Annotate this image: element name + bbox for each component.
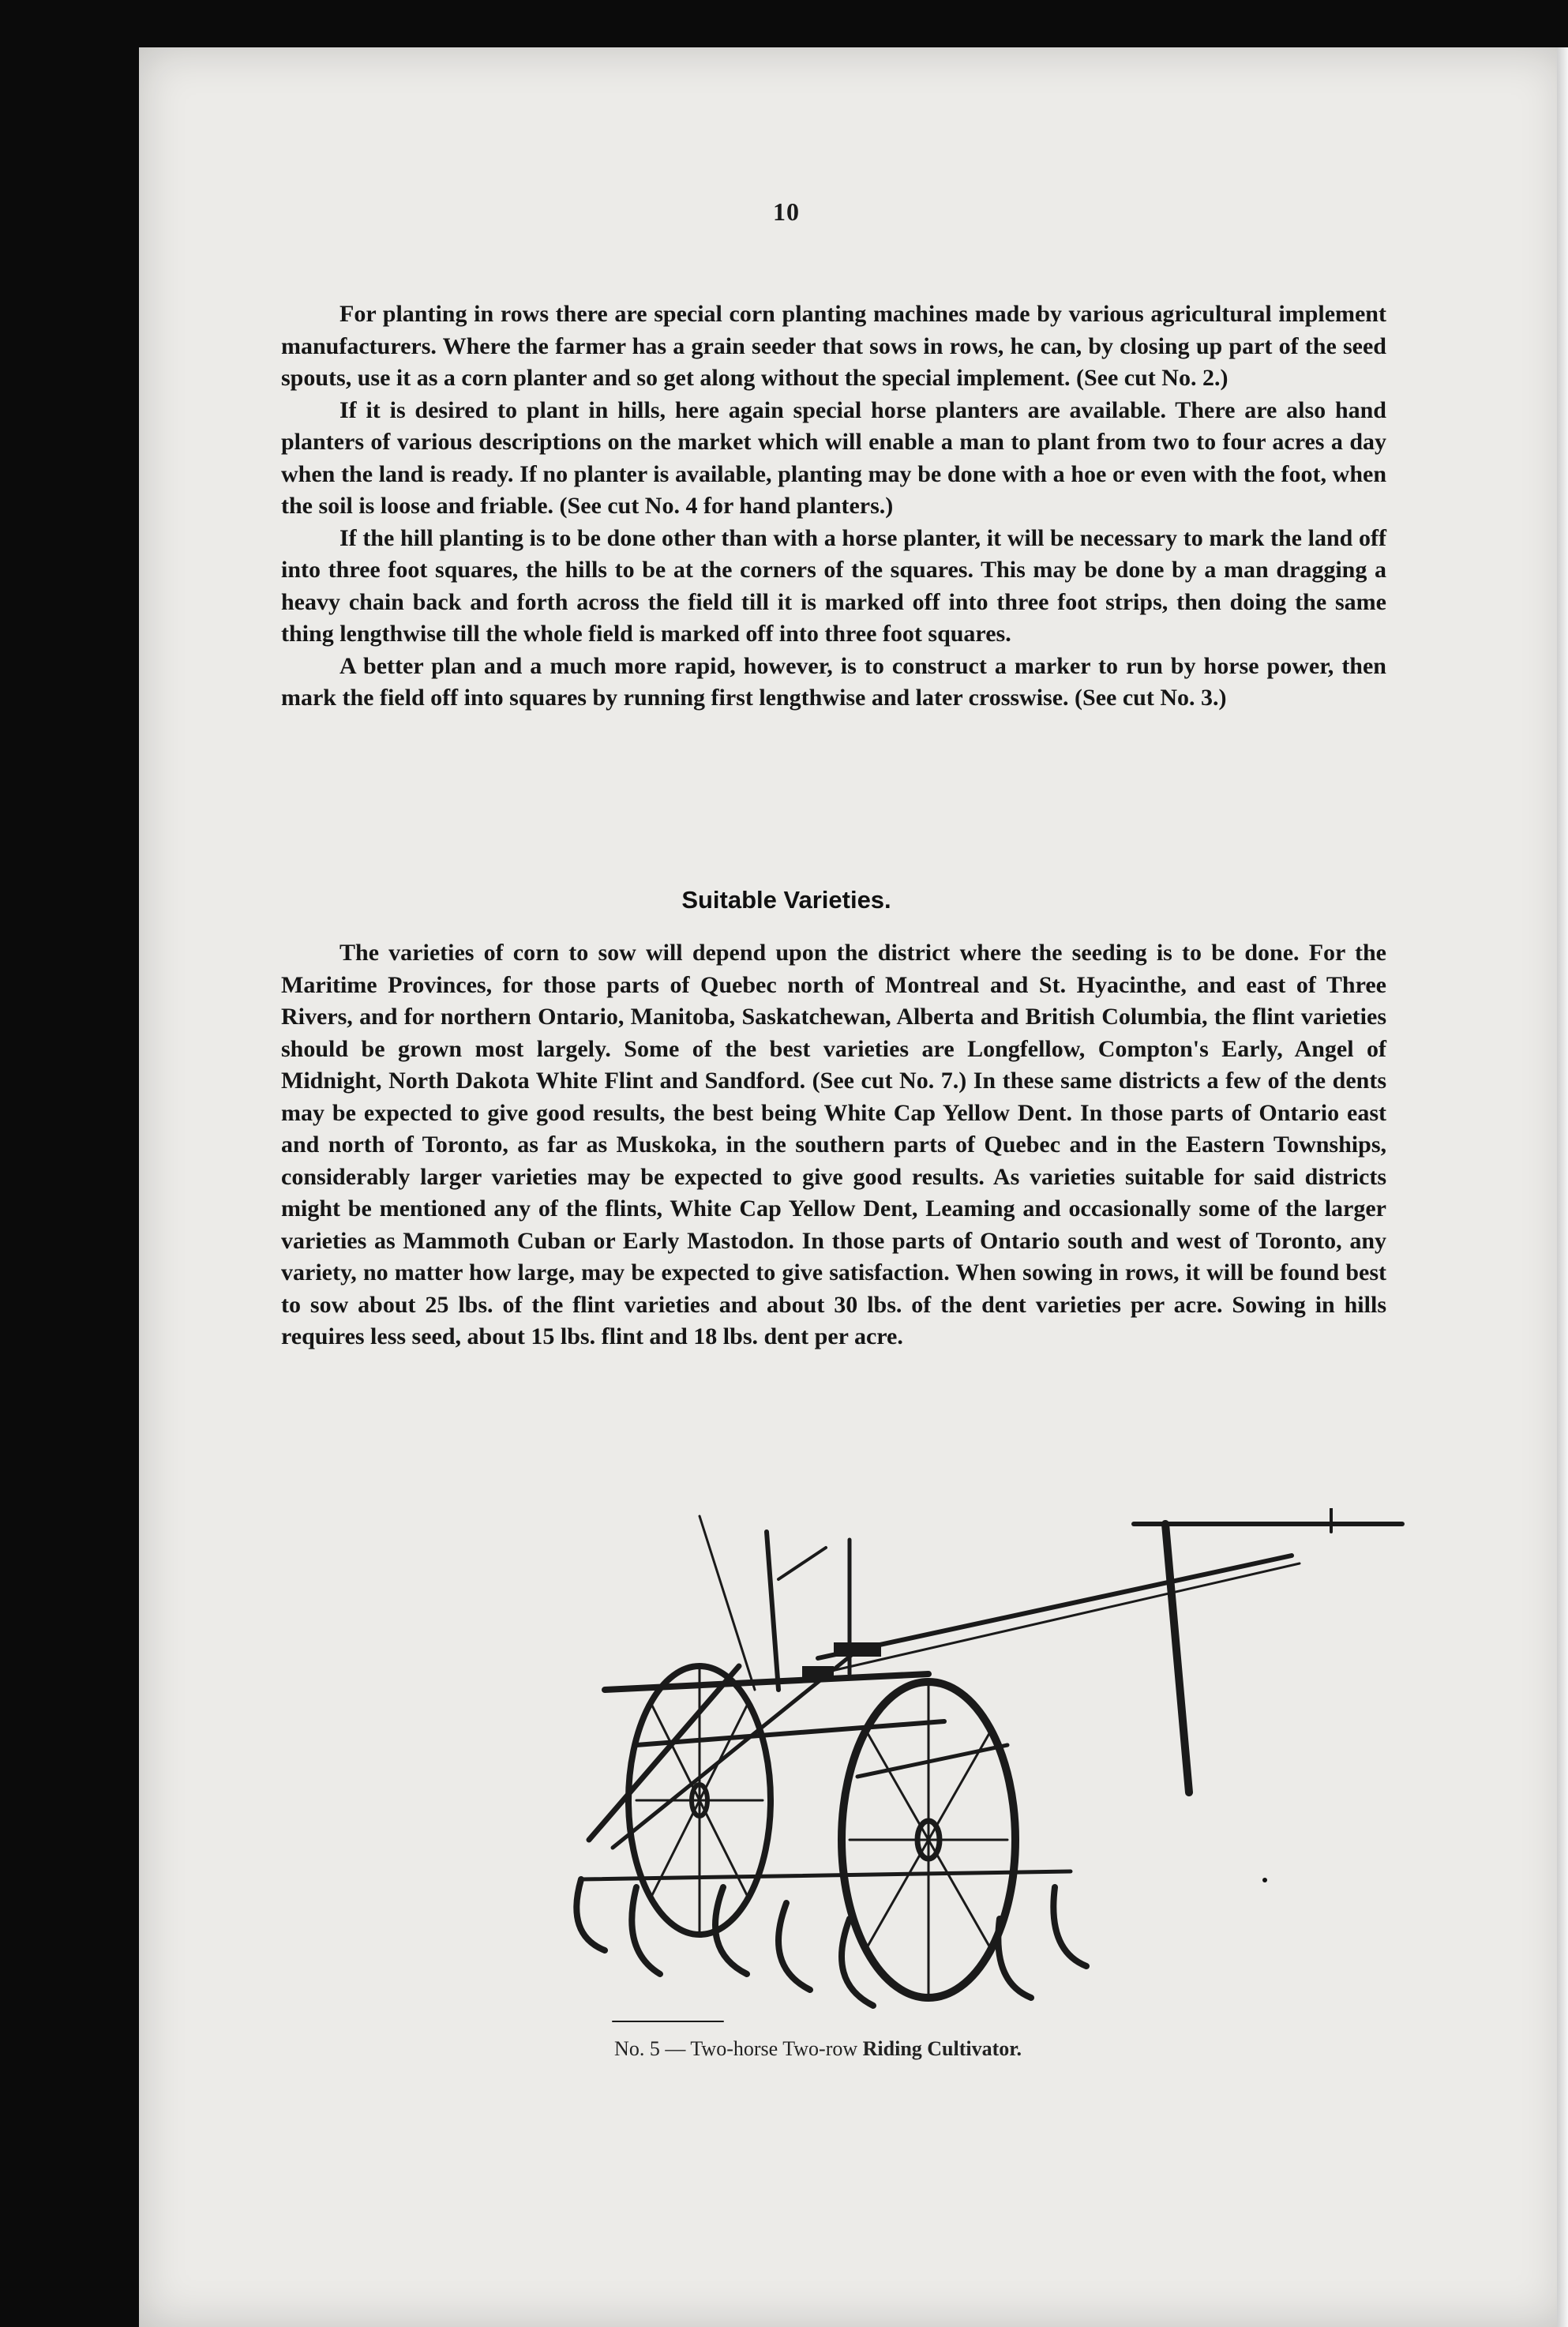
- page-edge-strip: [1557, 47, 1568, 2327]
- section-heading: Suitable Varieties.: [681, 886, 891, 914]
- body-text-bottom: [281, 937, 1386, 1353]
- paragraph-row-planting: For planting in rows there are special corn planting machines made by various agricultural implement manufacturers. Where the farmer has a grain seeder that sows in rows, he can, by closing up part of the seed spouts, use it as a corn planter and so get along without the special implement. (See cut No. 2.): [281, 301, 1386, 391]
- riding-cultivator-illustration: [518, 1508, 1450, 2037]
- paragraph-varieties: The varieties of corn to sow will depend upon the district where the seeding is to be done. For the Maritime Provinces, for those parts of Quebec north of Montreal and St. Hyacinthe, and east of Three Rivers, and for northern Ontario, Manitoba, Saskatchewan, Alberta and British Columbia, the flint varieties should be grown most largely. Some of the best varieties are Longfellow, Compton's Early, Angel of Midnight, North Dakota White Flint and Sandford. (See cut No. 7.) In these same districts a few of the dents may be expected to give good results, the best being White Cap Yellow Dent. In those parts of Ontario east and north of Toronto, as far as Muskoka, in the southern parts of Quebec and in the Eastern Townships, considerably larger varieties may be expected to give good results. As varieties suitable for said districts might be mentioned any of the flints, White Cap Yellow Dent, Leaming and occasionally some of the larger varieties as Mammoth Cuban or Early Mastodon. In those parts of Ontario south and west of Toronto, any variety, no matter how large, may be expected to give satisfaction. When sowing in rows, it will be found best to sow about 25 lbs. of the flint varieties and about 30 lbs. of the dent varieties per acre. Sowing in hills requires less seed, about 15 lbs. flint and 18 lbs. dent per acre.: [281, 940, 1386, 1349]
- caption-prefix: No. 5 — Two-horse Two-row: [614, 2037, 858, 2060]
- paragraph-marking-squares: If the hill planting is to be done other than with a horse planter, it will be necessary to mark the land off into three foot squares, the hills to be at the corners of the squares. This may be done by a man dragging a heavy chain back and forth across the field till it is marked off into three foot strips, then doing the same thing lengthwise till the whole field is marked off into three foot squares.: [281, 524, 1386, 647]
- paragraph-hill-planting: If it is desired to plant in hills, here again special horse planters are available. There are also hand planters of various descriptions on the market which will enable a man to plant from two to four acres a day when the land is ready. If no planter is available, planting may be done with a hoe or even with the foot, when the soil is loose and friable. (See cut No. 4 for hand planters.): [281, 396, 1386, 519]
- scan-speck: [1262, 1878, 1267, 1882]
- page-number: 10: [773, 197, 800, 226]
- figure-caption: [581, 2037, 1055, 2061]
- paragraph-horse-marker: A better plan and a much more rapid, however, is to construct a marker to run by horse power, then mark the field off into squares by running first lengthwise and later crosswise. (See cut No. 3.): [281, 652, 1386, 711]
- caption-emphasis: Riding Cultivator.: [862, 2037, 1022, 2060]
- body-text-top: [281, 298, 1386, 715]
- scanned-page: [139, 47, 1568, 2327]
